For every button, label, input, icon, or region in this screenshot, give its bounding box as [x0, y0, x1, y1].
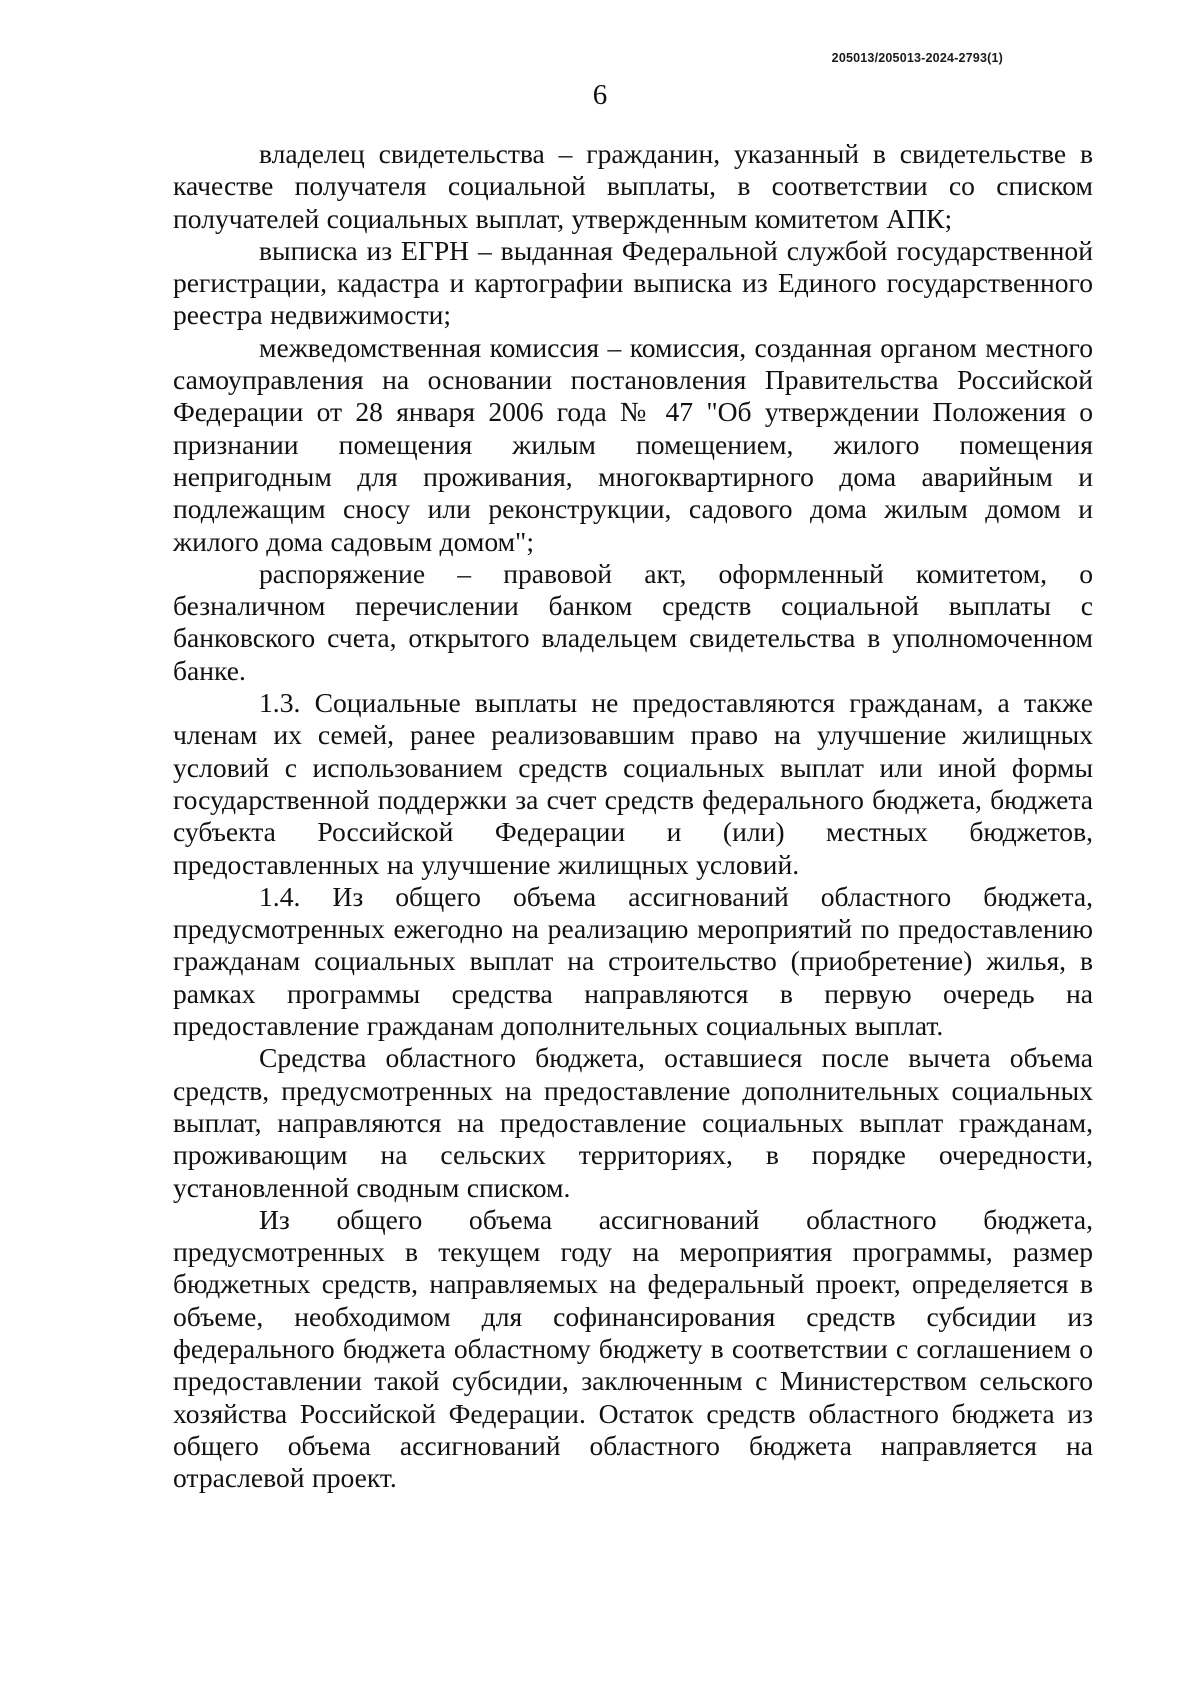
paragraph-clause-1-4: 1.4. Из общего объема ассигнований областного бюджета, предусмотренных ежегодно на реализацию мероприятий по предоставлению гражданам социальных выплат на строительство (приобретение) жилья, в рамках программы средства направляются в первую очередь на предоставление гражданам дополнительных социальных выплат.: [173, 880, 1093, 1042]
paragraph-federal-project-funding: Из общего объема ассигнований областного бюджета, предусмотренных в текущем году на мероприятия программы, размер бюджетных средств, направляемых на федеральный проект, определяется в объеме, необходимом для софинансирования средств субсидии из федерального бюджета областному бюджету в соответствии с соглашением о предоставлении такой субсидии, заключенным с Министерством сельского хозяйства Российской Федерации. Остаток средств областного бюджета из общего объема ассигнований областного бюджета направляется на отраслевой проект.: [173, 1203, 1093, 1494]
document-id: 205013/205013-2024-2793(1): [831, 51, 1003, 65]
paragraph-order: распоряжение – правовой акт, оформленный комитетом, о безналичном перечислении банком средств социальной выплаты с банковского счета, открытого владельцем свидетельства в уполномоченном банке.: [173, 557, 1093, 686]
paragraph-egrn-extract: выписка из ЕГРН – выданная Федеральной службой государственной регистрации, кадастра и картографии выписка из Единого государственного реестра недвижимости;: [173, 234, 1093, 331]
paragraph-clause-1-3: 1.3. Социальные выплаты не предоставляются гражданам, а также членам их семей, ранее реализовавшим право на улучшение жилищных условий с использованием средств социальных выплат или иной формы государственной поддержки за счет средств федерального бюджета, бюджета субъекта Российской Федерации и (или) местных бюджетов, предоставленных на улучшение жилищных условий.: [173, 687, 1093, 880]
document-body: [173, 138, 1093, 1494]
page-number: 6: [592, 79, 608, 111]
paragraph-interdepartmental-commission: межведомственная комиссия – комиссия, созданная органом местного самоуправления на основании постановления Правительства Российской Федерации от 28 января 2006 года № 47 "Об утверждении Положения о признании помещения жилым помещением, жилого помещения непригодным для проживания, многоквартирного дома аварийным и подлежащим сносу или реконструкции, садового дома жилым домом и жилого дома садовым домом";: [173, 331, 1093, 557]
paragraph-regional-budget-remainder: Средства областного бюджета, оставшиеся после вычета объема средств, предусмотренных на предоставление дополнительных социальных выплат, направляются на предоставление социальных выплат гражданам, проживающим на сельских территориях, в порядке очередности, установленной сводным списком.: [173, 1042, 1093, 1203]
paragraph-certificate-owner: владелец свидетельства – гражданин, указанный в свидетельстве в качестве получателя социальной выплаты, в соответствии со списком получателей социальных выплат, утвержденным комитетом АПК;: [173, 138, 1093, 234]
